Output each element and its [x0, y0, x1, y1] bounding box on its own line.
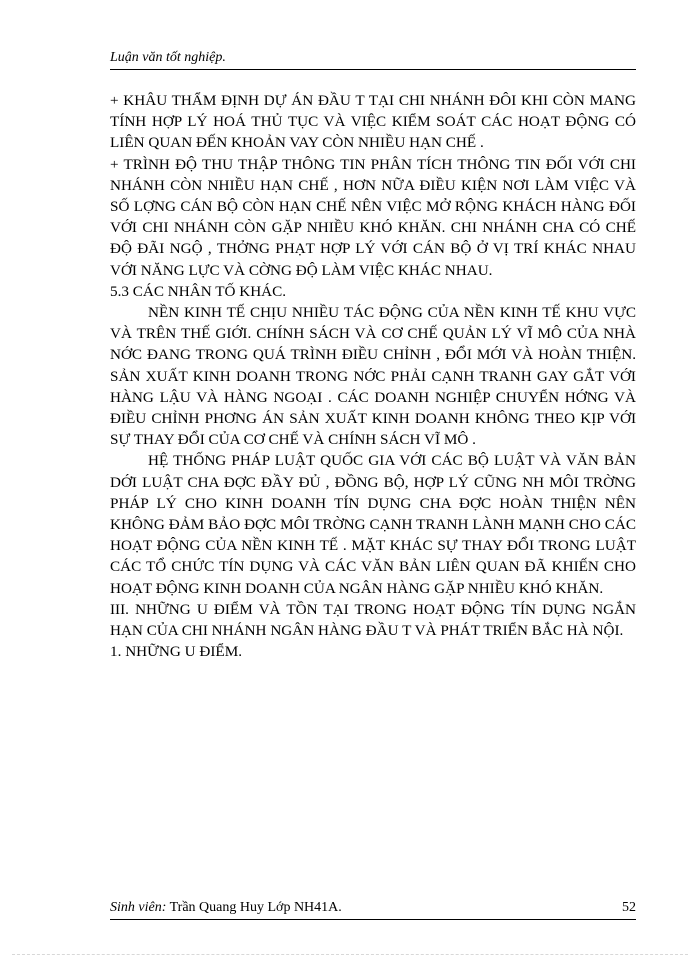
paragraph-appraisal-limitation: + KHÂU THẨM ĐỊNH DỰ ÁN ĐẦU T TẠI CHI NHÁNH ĐÔI KHI CÒN MANG TÍNH HỢP LÝ HOÁ THỦ TỤC VÀ VIỆC KIỂM SOÁT CÁC HOẠT ĐỘNG CÓ LIÊN QUAN ĐẾN KHOẢN VAY CÒN NHIỀU HẠN CHẾ .	[110, 92, 636, 152]
page-body	[110, 90, 636, 662]
page-number: 52	[622, 900, 636, 915]
paragraph-economy: NỀN KINH TẾ CHỊU NHIỀU TÁC ĐỘNG CỦA NỀN KINH TẾ KHU VỰC VÀ TRÊN THẾ GIỚI. CHÍNH SÁCH VÀ CƠ CHẾ QUẢN LÝ VĨ MÔ CỦA NHÀ NỚC ĐANG TRONG QUÁ TRÌNH ĐIỀU CHỈNH , ĐỔI MỚI VÀ HOÀN THIỆN. SẢN XUẤT KINH DOANH TRONG NỚC PHẢI CẠNH TRANH GAY GẮT VỚI HÀNG LẬU VÀ HÀNG NGOẠI . CÁC DOANH NGHIỆP CHUYỂN HỚNG VÀ ĐIỀU CHỈNH PHƠNG ÁN SẢN XUẤT KINH DOANH KHÔNG THEO KỊP VỚI SỰ THAY ĐỔI CỦA CƠ CHẾ VÀ CHÍNH SÁCH VĨ MÔ .	[110, 304, 636, 449]
document-title: Luận văn tốt nghiệp.	[110, 50, 226, 65]
paragraph-information-limitation: + TRÌNH ĐỘ THU THẬP THÔNG TIN PHÂN TÍCH THÔNG TIN ĐỐI VỚI CHI NHÁNH CÒN NHIỀU HẠN CHẾ , HƠN NỮA ĐIỀU KIỆN NƠI LÀM VIỆC VÀ SỐ LỢNG CÁN BỘ CÒN HẠN CHẾ NÊN VIỆC MỞ RỘNG KHÁCH HÀNG ĐỐI VỚI CHI NHÁNH CÒN GẶP NHIỀU KHÓ KHĂN. CHI NHÁNH CHA CÓ CHẾ ĐỘ ĐÃI NGỘ , THỞNG PHẠT HỢP LÝ VỚI CÁN BỘ Ở VỊ TRÍ KHÁC NHAU VỚI NĂNG LỰC VÀ CỜNG ĐỘ LÀM VIỆC KHÁC NHAU.	[110, 155, 636, 279]
student-credit	[110, 900, 342, 916]
page-header	[110, 48, 636, 70]
section-heading-other-factors: 5.3 CÁC NHÂN TỐ KHÁC.	[110, 282, 287, 300]
subsection-heading-strengths: 1. NHỮNG U ĐIỂM.	[110, 643, 243, 661]
section-heading-strengths-weaknesses: III. NHỮNG U ĐIỂM VÀ TỒN TẠI TRONG HOẠT ĐỘNG TÍN DỤNG NGẮN HẠN CỦA CHI NHÁNH NGÂN HÀNG ĐẦU T VÀ PHÁT TRIỂN BẮC HÀ NỘI.	[110, 600, 636, 640]
student-name: Trần Quang Huy Lớp NH41A.	[166, 900, 342, 915]
student-label: Sinh viên:	[110, 900, 167, 915]
paragraph-legal-system: HỆ THỐNG PHÁP LUẬT QUỐC GIA VỚI CÁC BỘ LUẬT VÀ VĂN BẢN DỚI LUẬT CHA ĐỢC ĐẦY ĐỦ , ĐỒNG BỘ, HỢP LÝ CŨNG NH MÔI TRỜNG PHÁP LÝ CHO KINH DOANH TÍN DỤNG CHA ĐỢC HOÀN THIỆN NÊN KHÔNG ĐẢM BẢO ĐỢC MÔI TRỜNG CẠNH TRANH LÀNH MẠNH CHO CÁC HOẠT ĐỘNG CỦA NỀN KINH TẾ . MẶT KHÁC SỰ THAY ĐỔI TRONG LUẬT CÁC TỔ CHỨC TÍN DỤNG VÀ CÁC VĂN BẢN LIÊN QUAN ĐÃ KHIẾN CHO HOẠT ĐỘNG KINH DOANH CỦA NGÂN HÀNG GẶP NHIỀU KHÓ KHĂN.	[110, 452, 636, 597]
page-bottom-edge	[12, 954, 688, 955]
page-footer	[110, 900, 636, 920]
